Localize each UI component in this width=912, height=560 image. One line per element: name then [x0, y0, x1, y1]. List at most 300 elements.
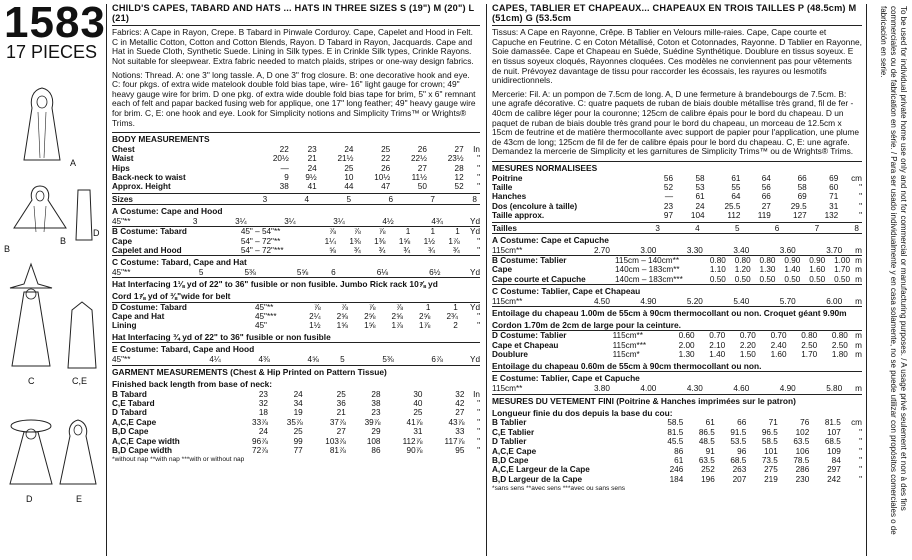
- cell-value: 38: [371, 398, 381, 408]
- cell-value: 66: [761, 192, 771, 202]
- cell-value: 99: [293, 436, 303, 446]
- table-row: [492, 275, 862, 284]
- cell-value: ⅞: [341, 302, 349, 312]
- cell-value: 91.5: [730, 427, 747, 437]
- fabric-width: 45": [254, 321, 267, 331]
- english-body-title: BODY MEASUREMENTS: [112, 134, 210, 145]
- table-row: [112, 145, 480, 154]
- cell-value: 71: [768, 418, 778, 428]
- cell-value: 5.70: [779, 296, 796, 306]
- cell-value: 1⅜: [349, 236, 361, 246]
- cell-value: 31: [413, 427, 423, 437]
- table-row: [112, 355, 480, 364]
- row-label: Capelet and Hood: [112, 245, 182, 255]
- cell-value: 97: [663, 211, 674, 221]
- cell-value: 5⅝: [296, 267, 309, 277]
- cell-value: 23: [258, 389, 268, 399]
- fabric-width: 45"**: [112, 354, 131, 364]
- french-garment-title: MESURES DU VETEMENT FINI (Poitrine & Hanches imprimées sur le patron): [492, 396, 796, 407]
- french-garment-sub: Longueur finie du dos depuis la base du cou:: [492, 407, 673, 418]
- french-garment-table: [492, 418, 862, 484]
- cell-value: 0.70: [739, 331, 756, 341]
- cell-value: 68.5: [730, 455, 747, 465]
- table-row: [492, 447, 862, 456]
- cell-value: 29: [371, 427, 381, 437]
- cell-value: 1.60: [809, 265, 826, 275]
- fabric-width: 115cm**: [492, 383, 523, 393]
- fabric-width: 115cm*: [612, 350, 640, 360]
- unit: ": [859, 192, 862, 202]
- unit: m: [855, 255, 862, 265]
- cell-value: 45.5: [667, 437, 684, 447]
- table-row: [112, 303, 480, 312]
- cell-value: 103⅞: [325, 436, 346, 446]
- row-label: Hips: [112, 163, 130, 173]
- unit: m: [855, 245, 862, 255]
- size-value: 4: [304, 194, 310, 204]
- row-label: Taille: [492, 182, 513, 192]
- fabric-width: 54" – 72"***: [240, 245, 284, 255]
- cell-value: 26: [417, 144, 427, 154]
- cell-value: 3¼: [333, 216, 345, 226]
- table-row: [492, 202, 862, 211]
- cell-value: 55: [731, 182, 741, 192]
- unit: ": [859, 465, 862, 475]
- cell-value: 0.60: [678, 331, 695, 341]
- sizes-row: [112, 195, 480, 204]
- cell-value: 109: [827, 446, 841, 456]
- cell-value: 4.00: [640, 383, 657, 393]
- table-row: [112, 427, 480, 436]
- fabric-width: 115cm***: [612, 340, 647, 350]
- table-row: [492, 475, 862, 484]
- table-row: [112, 268, 480, 277]
- cell-value: 2⅝: [418, 311, 431, 321]
- unit: ": [477, 408, 480, 418]
- cell-value: 207: [732, 474, 747, 484]
- english-footnote: *without nap **with nap ***with or without nap: [112, 456, 245, 464]
- cell-value: 30: [413, 389, 423, 399]
- cell-value: 2¼: [309, 311, 321, 321]
- cell-value: 1⅞: [391, 321, 403, 331]
- cell-value: 4.50: [593, 296, 610, 306]
- cell-value: 61: [705, 418, 715, 428]
- yardage-block: [492, 284, 862, 306]
- fabric-width: 115cm**: [492, 296, 523, 306]
- cell-value: 6: [331, 267, 336, 277]
- cell-value: 81.5: [824, 418, 841, 428]
- fabric-width: 140cm – 183cm**: [614, 265, 680, 275]
- cell-value: 5.40: [733, 296, 750, 306]
- unit: m: [855, 350, 862, 360]
- cell-value: ⅝: [329, 245, 337, 255]
- yardage-block: [112, 277, 480, 301]
- size-value: 4: [695, 223, 700, 233]
- unit: m: [855, 383, 862, 393]
- fabric-width: 140cm – 183cm***: [614, 274, 683, 284]
- cell-value: 24: [293, 389, 303, 399]
- cell-value: 53: [695, 182, 705, 192]
- cell-value: 3¼: [284, 216, 296, 226]
- cell-value: 21: [336, 408, 346, 418]
- cell-value: ⅞: [396, 302, 403, 312]
- yardage-heading: C Costume: Tabard, Cape and Hat: [112, 257, 247, 268]
- cell-value: 246: [669, 465, 684, 475]
- cell-value: 3.80: [593, 383, 610, 393]
- cell-value: 21½: [337, 154, 354, 164]
- size-value: 3: [655, 223, 660, 233]
- yardage-heading: C Costume: Tablier, Cape et Chapeau: [492, 286, 641, 297]
- cell-value: 2: [453, 321, 458, 331]
- cell-value: 184: [669, 474, 684, 484]
- figure-d2-illustration: [6, 416, 56, 488]
- table-row: [492, 211, 862, 220]
- table-row: [492, 174, 862, 183]
- yardage-block: [112, 226, 480, 255]
- row-label: Approx. Height: [112, 182, 171, 192]
- cell-value: 0.50: [834, 274, 851, 284]
- cell-value: 42: [455, 398, 465, 408]
- cell-value: 3.30: [686, 245, 703, 255]
- cell-value: 58.5: [667, 418, 684, 428]
- cell-value: 27: [761, 201, 771, 211]
- cell-value: 1.50: [739, 350, 756, 360]
- cell-value: 2.50: [801, 340, 818, 350]
- cell-value: 0.80: [734, 255, 751, 265]
- cell-value: 24: [344, 144, 354, 154]
- row-label: Cape and Hat: [112, 311, 165, 321]
- cell-value: 0.80: [709, 255, 726, 265]
- cell-value: 33⅞: [252, 417, 268, 427]
- table-row: [492, 428, 862, 437]
- cell-value: 252: [701, 465, 715, 475]
- unit: ": [859, 455, 862, 465]
- yardage-block: [112, 302, 480, 343]
- cell-value: 2.10: [709, 340, 726, 350]
- row-label: Poitrine: [492, 173, 523, 183]
- french-title: CAPES, TABLIER ET CHAPEAUX... CHAPEAUX EN TROIS TAILLES P (48.5cm) M (51cm) G (53.5cm: [492, 3, 857, 23]
- table-row: [112, 246, 480, 255]
- cell-value: 4.90: [640, 296, 657, 306]
- cell-value: 4¼: [209, 354, 221, 364]
- english-body-table: [112, 145, 480, 192]
- unit: ": [859, 182, 862, 192]
- cell-value: 96.5: [761, 427, 778, 437]
- cell-value: 108: [366, 436, 381, 446]
- cell-value: 21: [307, 154, 317, 164]
- unit: ": [477, 236, 480, 246]
- cell-value: 64: [761, 173, 771, 183]
- sizes-row: [492, 224, 862, 233]
- size-value: 8: [854, 223, 859, 233]
- row-label: C,E Tablier: [492, 427, 535, 437]
- cell-value: 119: [757, 211, 771, 221]
- cell-value: 1⅝: [336, 321, 349, 331]
- cell-value: 2.00: [678, 340, 695, 350]
- unit: In: [473, 144, 480, 154]
- cell-value: 1: [453, 302, 458, 312]
- cell-value: 0.50: [734, 274, 751, 284]
- figure-a-label: A: [70, 158, 77, 168]
- cell-value: 1½: [423, 236, 436, 246]
- pieces-count: 17 PIECES: [6, 42, 98, 62]
- size-value: 7: [430, 194, 435, 204]
- cell-value: 0.50: [809, 274, 826, 284]
- cell-value: 69: [829, 173, 839, 183]
- row-label: A,C,E Cape: [492, 446, 537, 456]
- cell-value: ⅞: [329, 227, 337, 237]
- cell-value: 9: [284, 172, 289, 182]
- yardage-table: [492, 331, 862, 359]
- row-label: A,C,E Largeur de la Cape: [492, 465, 590, 475]
- cell-value: 2.50: [831, 340, 848, 350]
- cell-value: 31: [829, 201, 839, 211]
- cell-value: 36: [336, 398, 346, 408]
- figure-a-illustration: [18, 86, 66, 166]
- cell-value: 96: [737, 446, 747, 456]
- cell-value: 64: [731, 192, 741, 202]
- row-label: Dos (encolure à taille): [492, 201, 578, 211]
- pattern-number: 1583: [4, 0, 106, 47]
- cell-value: 0.50: [709, 274, 726, 284]
- cell-value: 1: [405, 227, 411, 237]
- cell-value: 50: [417, 182, 427, 192]
- cell-value: 1.20: [734, 265, 751, 275]
- unit: ": [477, 245, 480, 255]
- cell-value: 102: [795, 427, 810, 437]
- english-garment-title: GARMENT MEASUREMENTS (Chest & Hip Printed on Pattern Tissue): [112, 367, 387, 378]
- cell-value: 286: [795, 465, 810, 475]
- yardage-table: [492, 297, 862, 306]
- cell-value: 23½: [447, 154, 464, 164]
- table-row: [492, 265, 862, 274]
- cell-value: 1.60: [770, 350, 787, 360]
- yardage-block: [112, 255, 480, 277]
- unit: m: [855, 331, 862, 341]
- yardage-heading: E Costume: Tabard, Cape and Hood: [112, 344, 255, 355]
- cell-value: 1⅞: [448, 236, 460, 246]
- cell-value: 86: [371, 446, 381, 455]
- cell-value: 263: [732, 465, 747, 475]
- sizes-label: Sizes: [112, 194, 133, 204]
- unit: In: [473, 389, 480, 399]
- center-divider: [486, 4, 487, 556]
- table-row: [492, 183, 862, 192]
- cell-value: 25: [336, 389, 346, 399]
- cell-value: 11½: [411, 172, 427, 182]
- table-row: [492, 384, 862, 393]
- yardage-note: Entoilage du chapeau 0.60m de 55cm à 90cm thermocollant ou non.: [492, 360, 762, 371]
- cell-value: 1.10: [709, 265, 726, 275]
- cell-value: 6.00: [826, 296, 843, 306]
- cell-value: 2¾: [446, 311, 458, 321]
- cell-value: 5.80: [826, 383, 843, 393]
- french-yardage: [492, 233, 862, 393]
- usage-side-note: To be used for individual private home use only and not for commercial or manufacturing purposes. / A usage privé seulement et non à des fins commerciales ou de fabrication en série. / Para ser usado individualmente y en casa solamente, no se puede utilizar con propósitos comerciales o de fabricación en serie.: [879, 6, 908, 535]
- cell-value: 4¾: [431, 216, 443, 226]
- unit: m: [855, 340, 862, 350]
- unit: ": [477, 321, 480, 331]
- cell-value: 5.20: [686, 296, 703, 306]
- cell-value: 1: [430, 227, 436, 237]
- yardage-table: [492, 246, 862, 255]
- cell-value: 22½: [410, 154, 427, 164]
- cell-value: 28: [371, 389, 381, 399]
- row-label: D Tabard: [112, 408, 147, 418]
- cell-value: 219: [764, 474, 778, 484]
- cell-value: 72⅞: [252, 446, 268, 455]
- cell-value: 29.5: [790, 201, 807, 211]
- cell-value: 52: [663, 182, 674, 192]
- figure-c-label: C: [28, 376, 35, 386]
- row-label: D Costume: Tabard: [112, 302, 187, 312]
- yardage-heading: A Costume: Cape and Hood: [112, 206, 223, 217]
- yardage-table: [112, 217, 480, 226]
- yardage-table: [112, 227, 480, 255]
- cell-value: 0.80: [801, 331, 818, 341]
- cell-value: 1½: [309, 321, 321, 331]
- unit: m: [855, 265, 862, 275]
- table-row: [112, 227, 480, 236]
- unit: ": [477, 427, 480, 437]
- row-label: Back-neck to waist: [112, 172, 186, 182]
- cell-value: 2⅝: [391, 311, 403, 321]
- unit: ": [477, 446, 480, 455]
- cell-value: 0.50: [784, 274, 801, 284]
- cell-value: 4½: [382, 216, 394, 226]
- cell-value: 0.50: [759, 274, 776, 284]
- left-divider: [106, 4, 107, 556]
- unit: ": [859, 211, 862, 221]
- cell-value: 84: [831, 455, 841, 465]
- cell-value: 20½: [272, 154, 289, 164]
- cell-value: 77: [293, 446, 303, 455]
- row-label: B,D Cape: [112, 427, 149, 437]
- cell-value: 1.70: [801, 350, 818, 360]
- fabric-width: 45"**: [112, 216, 131, 226]
- cell-value: 63.5: [793, 437, 810, 447]
- cell-value: 0.80: [831, 331, 848, 341]
- yardage-block: [492, 371, 862, 393]
- cell-value: 117⅞: [444, 436, 465, 446]
- table-row: [492, 297, 862, 306]
- table-row: [492, 465, 862, 474]
- cell-value: 3.70: [826, 245, 843, 255]
- cell-value: 34: [293, 398, 303, 408]
- table-row: [492, 456, 862, 465]
- cell-value: 3: [192, 216, 198, 226]
- cell-value: 66: [797, 173, 807, 183]
- figure-d-label: D: [93, 228, 100, 238]
- cell-value: 56: [761, 182, 771, 192]
- size-value: 8: [472, 194, 477, 204]
- french-mercerie: Mercerie: Fil. A: un pompon de 7.5cm de long. A, D une fermeture à brandebourgs de 7.5cm. B: une agrafe décorative. C: quatre paquets de ruban de biais double métallise très grand, fil de fer - 40cm de calibre léger pour la couronne; 125cm de calibre épais pour le bord du chapeau. D un paquet de ruban de biais double très grand pour le bord du chapeau, un morceau de 12.5cm x 15cm de feutrine et de matière thermocollante avec support de papier pour l'application, une plume de 43cm de long; 125cm de fil de fer de calibre épais pour le bord du chapeau. C, E: une agrafe. Demandez la mercerie de Simplicity et les garnitures de Simplicity Trims™ ou de Wrights® Trims.: [492, 88, 860, 157]
- cell-value: ⅞: [353, 227, 361, 237]
- table-row: [492, 437, 862, 446]
- cell-value: 58: [797, 182, 807, 192]
- cell-value: ⅞: [368, 302, 376, 312]
- size-value: 6: [388, 194, 393, 204]
- cell-value: 23: [307, 144, 317, 154]
- unit: ": [859, 427, 862, 437]
- cell-value: 10: [344, 172, 354, 182]
- unit: ": [477, 311, 480, 321]
- unit: Yd: [469, 216, 480, 226]
- cell-value: 2.40: [770, 340, 787, 350]
- cell-value: 27: [417, 163, 427, 173]
- cell-value: 0.90: [784, 255, 801, 265]
- fabric-width: 115cm**: [612, 331, 643, 341]
- cell-value: 4⅜: [258, 354, 270, 364]
- cell-value: 2⅝: [336, 311, 349, 321]
- cell-value: ¾: [378, 245, 386, 255]
- row-label: D Tablier: [492, 437, 527, 447]
- yardage-block: [112, 342, 480, 364]
- figure-b-illustration: [10, 184, 70, 236]
- yardage-block: [492, 306, 862, 330]
- cell-value: 27: [455, 408, 465, 418]
- sizes-label: Tailles: [492, 223, 517, 233]
- cell-value: 4⅝: [307, 354, 319, 364]
- cell-value: 297: [827, 465, 841, 475]
- table-row: [112, 312, 480, 321]
- french-tissus: Tissus: A Cape en Rayonne, Crêpe. B Tablier en Velours mille-raies. Cape, Cape courte et Capuche en Feutrine. C en Coton Métallisé, Coton et Cotonnades, Rayonne. D Tablier en Rayonne, Soie damassée. Cape et Chapeau en Suède, Suédine Synthétique. Doublure en tissus soyeux. E en tissus soyeux cloqués, Rayonnes cloquées. Ces modèles ne conviennent pas pour vêtements de nuit. Prévoyez davantage de tissu pour raccorder les écossais, les rayures ou lesmotifs unidirectionnels.: [492, 27, 862, 86]
- cell-value: 90⅞: [406, 446, 423, 455]
- row-label: C,E Tabard: [112, 398, 155, 408]
- table-row: [492, 246, 862, 255]
- table-row: [492, 418, 862, 427]
- cell-value: 60: [829, 182, 839, 192]
- cell-value: 12: [454, 172, 464, 182]
- cell-value: 19: [293, 408, 303, 418]
- figure-ce-label: C,E: [72, 376, 88, 386]
- table-row: [112, 399, 480, 408]
- cell-value: 41: [307, 182, 317, 192]
- figure-d2-label: D: [26, 494, 33, 504]
- unit: m: [855, 274, 862, 284]
- figure-d-tabard-illustration: [74, 188, 94, 242]
- english-yardage: [112, 204, 480, 364]
- cell-value: —: [664, 192, 674, 202]
- cell-value: 112: [727, 211, 741, 221]
- cell-value: 32: [258, 398, 268, 408]
- yardage-table: [112, 303, 480, 331]
- table-row: [112, 408, 480, 417]
- cell-value: 112⅞: [402, 436, 423, 446]
- fabric-width: 45"**: [112, 267, 131, 277]
- cell-value: 0.90: [809, 255, 826, 265]
- cell-value: 25: [381, 144, 391, 154]
- unit: ": [859, 474, 862, 484]
- cell-value: 4.30: [686, 383, 703, 393]
- yardage-table: [112, 268, 480, 277]
- cell-value: 1¼: [324, 236, 337, 246]
- unit: ": [477, 163, 480, 173]
- french-footnote: *sans sens **avec sens ***avec ou sans sens: [492, 485, 626, 493]
- cell-value: 230: [795, 474, 810, 484]
- figure-e-label: E: [76, 494, 83, 504]
- cell-value: 24: [307, 163, 317, 173]
- english-garment-sub: Finished back length from base of neck:: [112, 378, 273, 389]
- cell-value: 1.80: [831, 350, 848, 360]
- cell-value: 61: [695, 192, 705, 202]
- cell-value: 35⅞: [286, 417, 303, 427]
- row-label: Doublure: [492, 350, 528, 360]
- yardage-heading: A Costume: Cape et Capuche: [492, 234, 609, 245]
- yardage-block: [492, 255, 862, 284]
- cell-value: 86.5: [698, 427, 715, 437]
- yardage-note: Entoilage du chapeau 1.00m de 55cm à 90cm thermocollant ou non. Croquet géant 9.90m: [492, 308, 847, 319]
